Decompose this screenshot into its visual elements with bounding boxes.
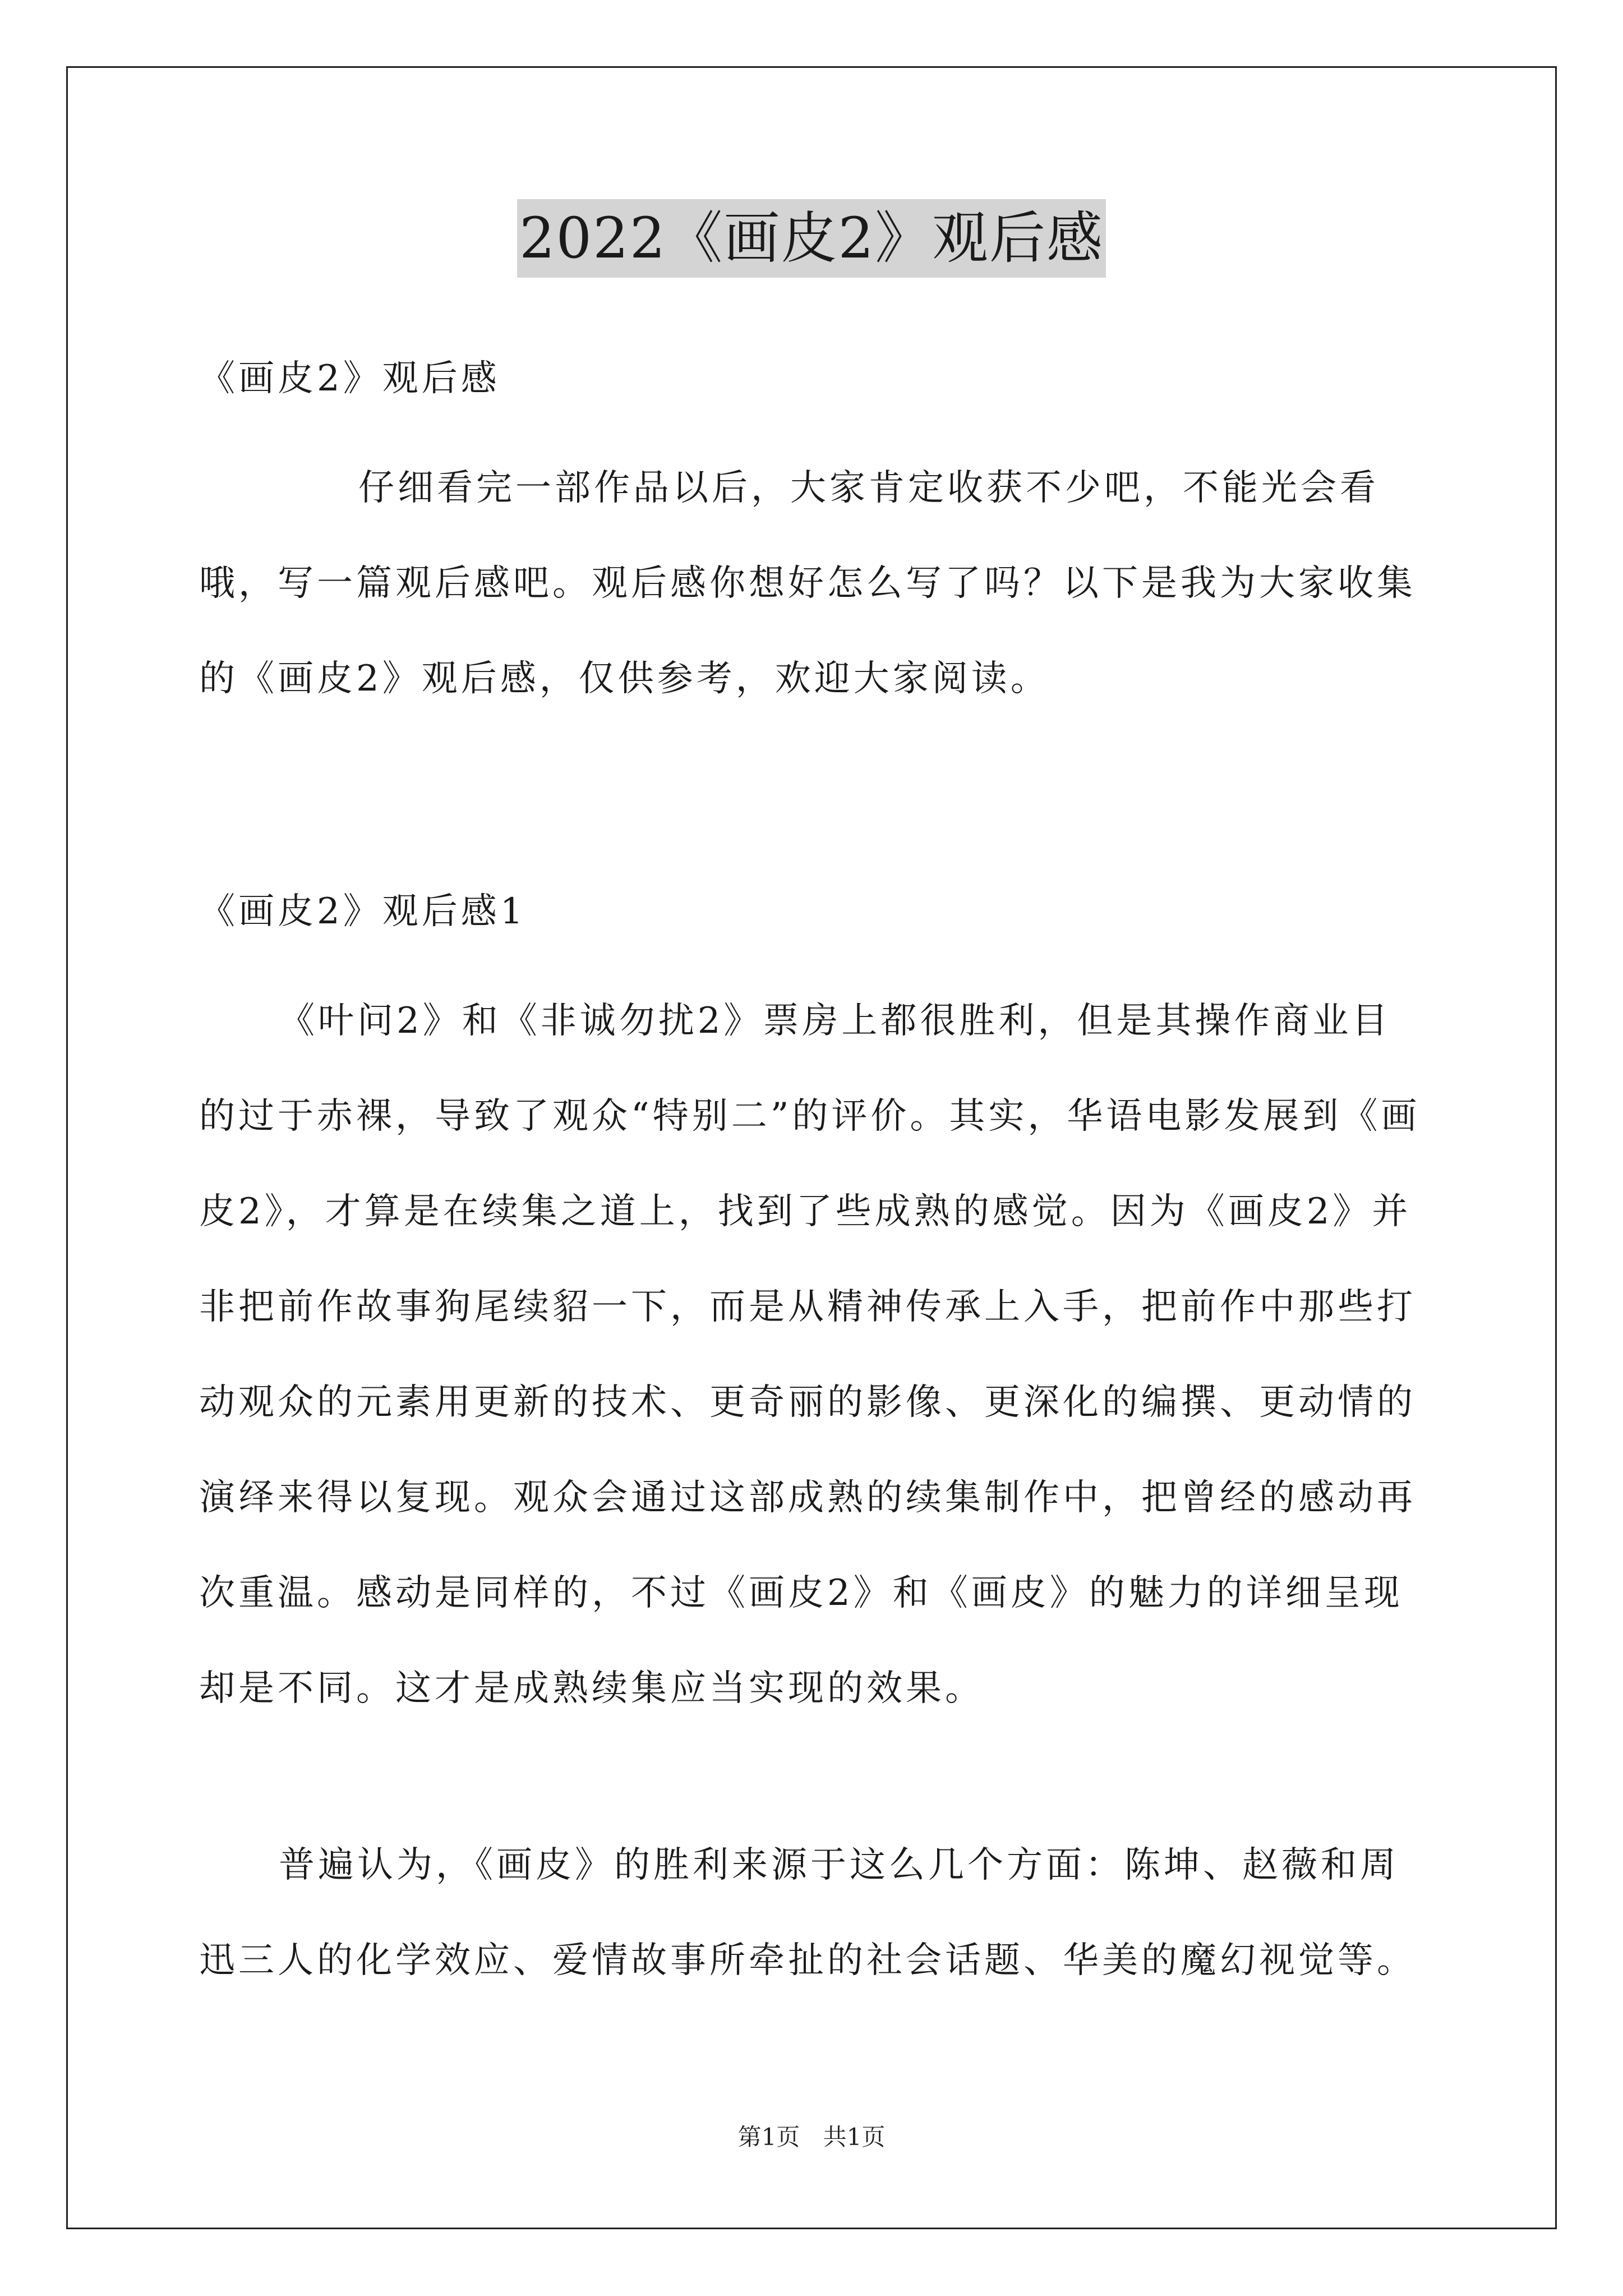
document-subtitle: 《画皮2》观后感 [199,358,500,399]
intro-paragraph: 仔细看完一部作品以后，大家肯定收获不少吧，不能光会看哦，写一篇观后感吧。观后感你想好怎么写了吗？以下是我为大家收集的《画皮2》观后感，仅供参考，欢迎大家阅读。 [199,467,1416,700]
document-title: 2022《画皮2》观后感 [517,199,1106,278]
page-total: 共1页 [823,2123,886,2151]
title-container [0,199,1623,278]
body-paragraph-1: 《叶问2》和《非诚勿扰2》票房上都很胜利，但是其操作商业目的过于赤裸，导致了观众“特别二”的评价。其实，华语电影发展到《画皮2》，才算是在续集之道上，找到了些成熟的感觉。因为《画皮2》并非把前作故事狗尾续貂一下，而是从精神传承上入手，把前作中那些打动观众的元素用更新的技术、更奇丽的影像、更深化的编撰、更动情的演绎来得以复现。观众会通过这部成熟的续集制作中，把曾经的感动再次重温。感动是同样的，不过《画皮2》和《画皮》的魅力的详细呈现却是不同。这才是成熟续集应当实现的效果。 [199,1000,1421,1709]
section-heading: 《画皮2》观后感1 [199,891,527,932]
page-footer [0,2120,1623,2154]
body-paragraph-2: 普遍认为，《画皮》的胜利来源于这么几个方面：陈坤、赵薇和周迅三人的化学效应、爱情故事所牵扯的社会话题、华美的魔幻视觉等。 [199,1844,1416,1981]
page-number: 第1页 [737,2123,800,2151]
